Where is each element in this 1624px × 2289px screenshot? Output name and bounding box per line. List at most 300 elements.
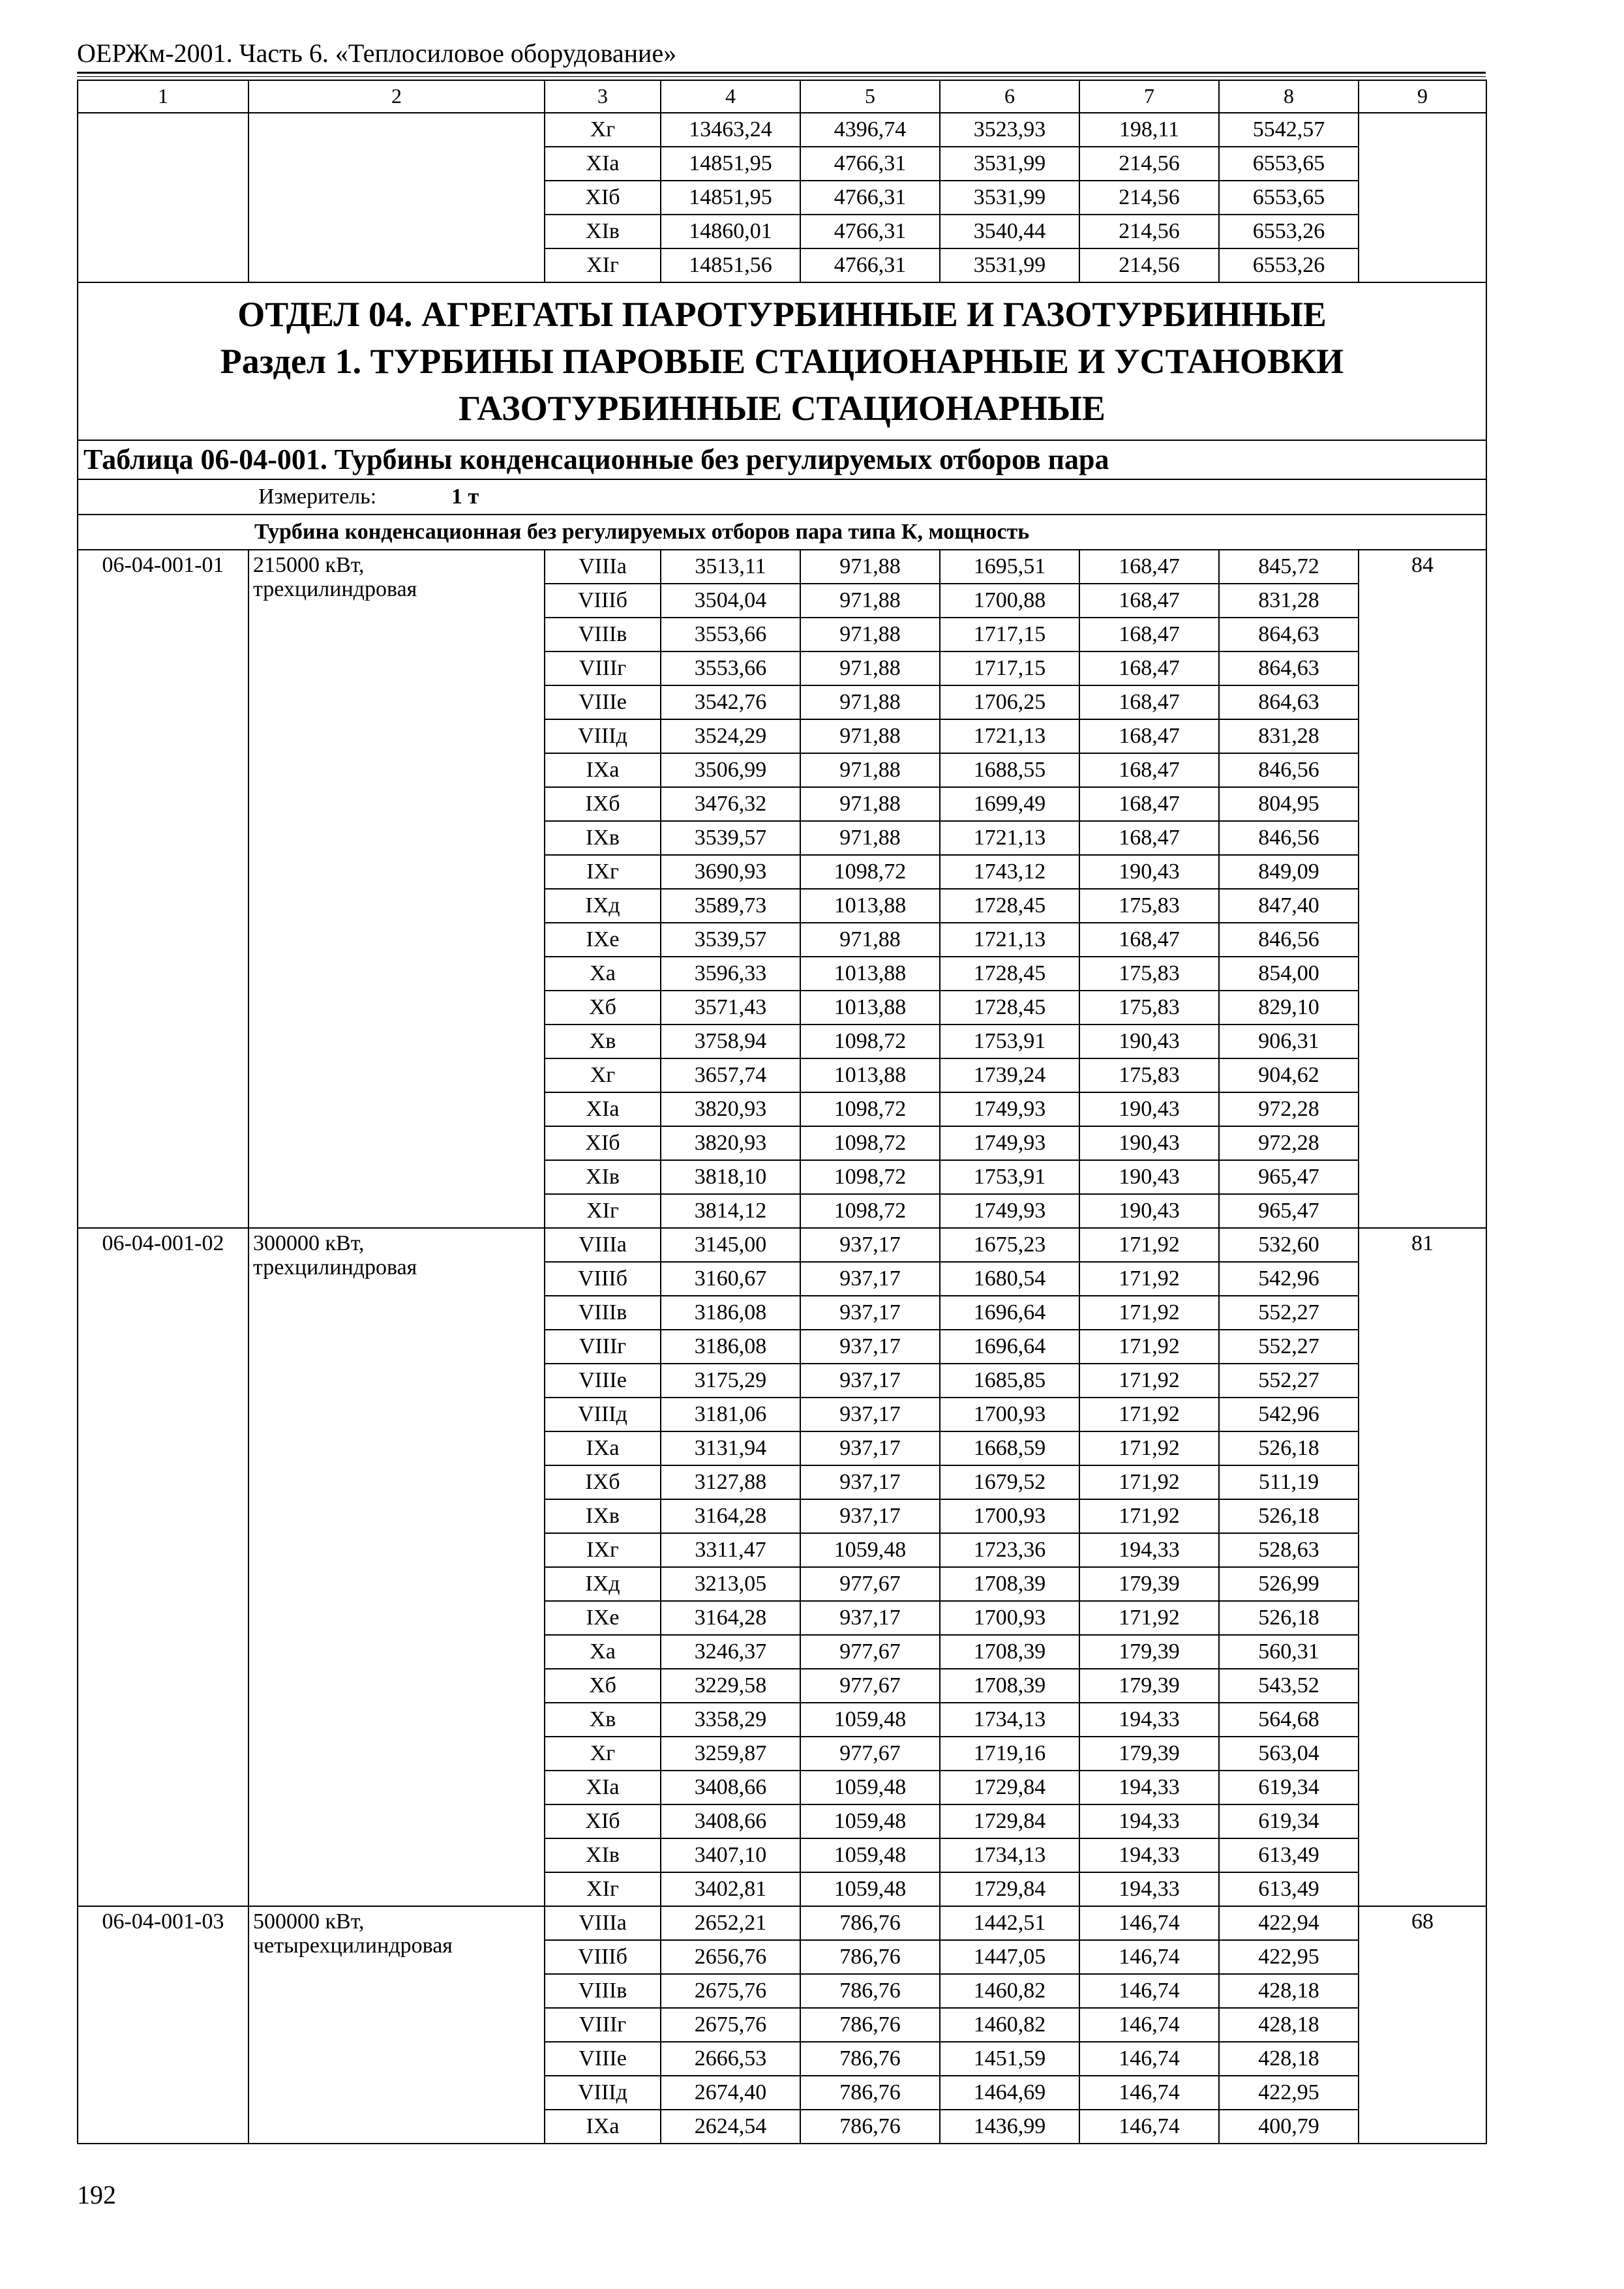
value-cell: 1059,48 xyxy=(800,1703,940,1737)
value-cell: 846,56 xyxy=(1219,923,1359,957)
value-cell: 190,43 xyxy=(1079,855,1219,889)
value-cell: 3523,93 xyxy=(940,113,1079,147)
value-cell: 965,47 xyxy=(1219,1194,1359,1228)
value-cell: 1059,48 xyxy=(800,1533,940,1567)
value-cell: 971,88 xyxy=(800,821,940,855)
value-cell: 864,63 xyxy=(1219,685,1359,719)
value-cell: 428,18 xyxy=(1219,2042,1359,2076)
value-cell: 1729,84 xyxy=(940,1872,1079,1906)
value-cell: 1749,93 xyxy=(940,1092,1079,1126)
value-cell: 526,99 xyxy=(1219,1567,1359,1601)
value-cell: 849,09 xyxy=(1219,855,1359,889)
column-number: 1 xyxy=(78,80,248,113)
value-cell: 1059,48 xyxy=(800,1838,940,1872)
value-cell: 171,92 xyxy=(1079,1364,1219,1398)
rate-description xyxy=(248,550,545,1228)
value-cell: 428,18 xyxy=(1219,1974,1359,2008)
value-cell: 3524,29 xyxy=(661,719,800,753)
column-number: 6 xyxy=(940,80,1079,113)
value-cell: 1721,13 xyxy=(940,821,1079,855)
value-cell: 3540,44 xyxy=(940,215,1079,248)
value-cell: 1708,39 xyxy=(940,1669,1079,1703)
value-cell: 175,83 xyxy=(1079,1058,1219,1092)
measure-row xyxy=(78,479,1486,515)
empty-desc-cell xyxy=(248,113,545,282)
value-cell: 3311,47 xyxy=(661,1533,800,1567)
value-cell: 146,74 xyxy=(1079,2110,1219,2144)
value-cell: 214,56 xyxy=(1079,147,1219,181)
value-cell: 168,47 xyxy=(1079,685,1219,719)
subtitle-row xyxy=(78,515,1486,550)
table-subtitle: Турбина конденсационная без регулируемых отборов пара типа К, мощность xyxy=(78,515,1486,550)
value-cell: 552,27 xyxy=(1219,1296,1359,1330)
value-cell: VIIIг xyxy=(545,2008,661,2042)
value-cell: 937,17 xyxy=(800,1499,940,1533)
value-cell: 168,47 xyxy=(1079,584,1219,618)
value-cell: 171,92 xyxy=(1079,1499,1219,1533)
value-cell: 971,88 xyxy=(800,719,940,753)
value-cell: 613,49 xyxy=(1219,1872,1359,1906)
value-cell: 3186,08 xyxy=(661,1296,800,1330)
value-cell: VIIIв xyxy=(545,1296,661,1330)
column-number: 4 xyxy=(661,80,800,113)
value-cell: 6553,65 xyxy=(1219,181,1359,215)
value-cell: 937,17 xyxy=(800,1364,940,1398)
value-cell: 937,17 xyxy=(800,1398,940,1431)
column-number: 7 xyxy=(1079,80,1219,113)
value-cell: 5542,57 xyxy=(1219,113,1359,147)
value-cell: 971,88 xyxy=(800,618,940,651)
value-cell: 854,00 xyxy=(1219,957,1359,991)
value-cell: 1679,52 xyxy=(940,1465,1079,1499)
value-cell: 171,92 xyxy=(1079,1465,1219,1499)
value-cell: 1700,93 xyxy=(940,1601,1079,1635)
value-cell: 864,63 xyxy=(1219,651,1359,685)
value-cell: 1723,36 xyxy=(940,1533,1079,1567)
rate-code: 06-04-001-01 xyxy=(78,550,248,1228)
value-cell: 3407,10 xyxy=(661,1838,800,1872)
value-cell: 977,67 xyxy=(800,1737,940,1771)
value-cell: 190,43 xyxy=(1079,1025,1219,1058)
value-cell: IXб xyxy=(545,1465,661,1499)
value-cell: 552,27 xyxy=(1219,1330,1359,1364)
column-number-row xyxy=(78,80,1486,113)
value-cell: 786,76 xyxy=(800,1974,940,2008)
value-cell: 786,76 xyxy=(800,1940,940,1974)
value-cell: 1447,05 xyxy=(940,1940,1079,1974)
value-cell: 1059,48 xyxy=(800,1804,940,1838)
rate-code: 06-04-001-03 xyxy=(78,1906,248,2144)
value-cell: 977,67 xyxy=(800,1635,940,1669)
value-cell: 171,92 xyxy=(1079,1228,1219,1262)
value-cell: 146,74 xyxy=(1079,1906,1219,1940)
value-cell: 1749,93 xyxy=(940,1194,1079,1228)
value-cell: 171,92 xyxy=(1079,1262,1219,1296)
value-cell: XIв xyxy=(545,1838,661,1872)
value-cell: IXа xyxy=(545,2110,661,2144)
value-cell: 1098,72 xyxy=(800,1194,940,1228)
value-cell: 3476,32 xyxy=(661,787,800,821)
value-cell: 3213,05 xyxy=(661,1567,800,1601)
value-cell: VIIIа xyxy=(545,1228,661,1262)
table-title-row xyxy=(78,440,1486,479)
value-cell: 190,43 xyxy=(1079,1126,1219,1160)
value-cell: IXв xyxy=(545,821,661,855)
value-cell: 1719,16 xyxy=(940,1737,1079,1771)
value-cell: 1749,93 xyxy=(940,1126,1079,1160)
value-cell: 1460,82 xyxy=(940,2008,1079,2042)
value-cell: 171,92 xyxy=(1079,1296,1219,1330)
value-cell: 1059,48 xyxy=(800,1771,940,1804)
value-cell: 146,74 xyxy=(1079,1940,1219,1974)
rate-code: 06-04-001-02 xyxy=(78,1228,248,1906)
value-cell: 3596,33 xyxy=(661,957,800,991)
value-cell: 3758,94 xyxy=(661,1025,800,1058)
value-cell: 3531,99 xyxy=(940,147,1079,181)
value-cell: XIг xyxy=(545,1194,661,1228)
value-cell: 168,47 xyxy=(1079,753,1219,787)
table-row xyxy=(78,1906,1486,1940)
value-cell: 1721,13 xyxy=(940,923,1079,957)
value-cell: 1729,84 xyxy=(940,1771,1079,1804)
rate-description-line: 215000 кВт, xyxy=(253,553,365,577)
value-cell: IXв xyxy=(545,1499,661,1533)
header-rule-thin xyxy=(77,76,1486,77)
value-cell: VIIIв xyxy=(545,1974,661,2008)
value-cell: VIIIб xyxy=(545,1940,661,1974)
value-cell: 3160,67 xyxy=(661,1262,800,1296)
value-cell: 175,83 xyxy=(1079,991,1219,1025)
value-cell: 804,95 xyxy=(1219,787,1359,821)
value-cell: 831,28 xyxy=(1219,584,1359,618)
value-cell: 3542,76 xyxy=(661,685,800,719)
header-rule xyxy=(77,72,1486,74)
value-cell: IXг xyxy=(545,1533,661,1567)
value-cell: 786,76 xyxy=(800,2042,940,2076)
value-cell: 1464,69 xyxy=(940,2076,1079,2110)
value-cell: 194,33 xyxy=(1079,1804,1219,1838)
value-cell: 3246,37 xyxy=(661,1635,800,1669)
value-cell: Xа xyxy=(545,957,661,991)
value-cell: 965,47 xyxy=(1219,1160,1359,1194)
value-cell: 3553,66 xyxy=(661,651,800,685)
rate-description-line: трехцилиндровая xyxy=(253,577,417,602)
value-cell: 171,92 xyxy=(1079,1398,1219,1431)
value-cell: 1680,54 xyxy=(940,1262,1079,1296)
value-cell: 1753,91 xyxy=(940,1160,1079,1194)
value-cell: 13463,24 xyxy=(661,113,800,147)
value-cell: 542,96 xyxy=(1219,1398,1359,1431)
value-cell: 168,47 xyxy=(1079,651,1219,685)
value-cell: 2674,40 xyxy=(661,2076,800,2110)
value-cell: 14851,56 xyxy=(661,248,800,282)
value-cell: 214,56 xyxy=(1079,215,1219,248)
department-heading-line1: ОТДЕЛ 04. АГРЕГАТЫ ПАРОТУРБИННЫЕ И ГАЗОТУРБИННЫЕ xyxy=(237,295,1327,334)
wage-value: 84 xyxy=(1359,550,1486,1228)
value-cell: 2652,21 xyxy=(661,1906,800,1940)
value-cell: Xг xyxy=(545,113,661,147)
value-cell: 937,17 xyxy=(800,1431,940,1465)
value-cell: XIа xyxy=(545,147,661,181)
value-cell: 3164,28 xyxy=(661,1499,800,1533)
value-cell: 1734,13 xyxy=(940,1703,1079,1737)
value-cell: 3553,66 xyxy=(661,618,800,651)
value-cell: 1098,72 xyxy=(800,855,940,889)
value-cell: VIIIе xyxy=(545,1364,661,1398)
value-cell: 214,56 xyxy=(1079,248,1219,282)
value-cell: 6553,65 xyxy=(1219,147,1359,181)
value-cell: 3539,57 xyxy=(661,821,800,855)
value-cell: 3358,29 xyxy=(661,1703,800,1737)
value-cell: 4766,31 xyxy=(800,147,940,181)
value-cell: 1695,51 xyxy=(940,550,1079,584)
value-cell: 904,62 xyxy=(1219,1058,1359,1092)
value-cell: 1098,72 xyxy=(800,1025,940,1058)
value-cell: 1700,93 xyxy=(940,1499,1079,1533)
value-cell: 2666,53 xyxy=(661,2042,800,2076)
value-cell: 1708,39 xyxy=(940,1567,1079,1601)
value-cell: 179,39 xyxy=(1079,1567,1219,1601)
value-cell: 6553,26 xyxy=(1219,215,1359,248)
value-cell: 3181,06 xyxy=(661,1398,800,1431)
value-cell: 1717,15 xyxy=(940,651,1079,685)
value-cell: 526,18 xyxy=(1219,1601,1359,1635)
value-cell: 972,28 xyxy=(1219,1126,1359,1160)
value-cell: 194,33 xyxy=(1079,1703,1219,1737)
value-cell: 1013,88 xyxy=(800,957,940,991)
value-cell: 1696,64 xyxy=(940,1330,1079,1364)
value-cell: 1728,45 xyxy=(940,957,1079,991)
value-cell: 422,95 xyxy=(1219,2076,1359,2110)
value-cell: Xв xyxy=(545,1703,661,1737)
value-cell: 1708,39 xyxy=(940,1635,1079,1669)
value-cell: 846,56 xyxy=(1219,753,1359,787)
value-cell: 175,83 xyxy=(1079,957,1219,991)
value-cell: 422,95 xyxy=(1219,1940,1359,1974)
value-cell: 619,34 xyxy=(1219,1771,1359,1804)
value-cell: 4396,74 xyxy=(800,113,940,147)
value-cell: 4766,31 xyxy=(800,248,940,282)
value-cell: IXа xyxy=(545,1431,661,1465)
empty-code-cell xyxy=(78,113,248,282)
value-cell: 3657,74 xyxy=(661,1058,800,1092)
value-cell: 937,17 xyxy=(800,1228,940,1262)
value-cell: 3818,10 xyxy=(661,1160,800,1194)
value-cell: 831,28 xyxy=(1219,719,1359,753)
value-cell: IXе xyxy=(545,1601,661,1635)
empty-wage-cell xyxy=(1359,113,1486,282)
value-cell: 1696,64 xyxy=(940,1296,1079,1330)
value-cell: 3145,00 xyxy=(661,1228,800,1262)
value-cell: XIа xyxy=(545,1092,661,1126)
value-cell: 847,40 xyxy=(1219,889,1359,923)
value-cell: 560,31 xyxy=(1219,1635,1359,1669)
value-cell: 845,72 xyxy=(1219,550,1359,584)
value-cell: 971,88 xyxy=(800,550,940,584)
value-cell: 1098,72 xyxy=(800,1092,940,1126)
value-cell: 971,88 xyxy=(800,923,940,957)
value-cell: 3539,57 xyxy=(661,923,800,957)
value-cell: 786,76 xyxy=(800,2008,940,2042)
value-cell: 971,88 xyxy=(800,651,940,685)
value-cell: IXг xyxy=(545,855,661,889)
value-cell: VIIIд xyxy=(545,2076,661,2110)
value-cell: 3408,66 xyxy=(661,1804,800,1838)
value-cell: 194,33 xyxy=(1079,1533,1219,1567)
value-cell: VIIIа xyxy=(545,550,661,584)
value-cell: 906,31 xyxy=(1219,1025,1359,1058)
value-cell: 864,63 xyxy=(1219,618,1359,651)
value-cell: 1098,72 xyxy=(800,1160,940,1194)
value-cell: 1699,49 xyxy=(940,787,1079,821)
value-cell: 179,39 xyxy=(1079,1669,1219,1703)
department-row xyxy=(78,282,1486,440)
value-cell: 3513,11 xyxy=(661,550,800,584)
value-cell: 786,76 xyxy=(800,1906,940,1940)
rate-description xyxy=(248,1228,545,1906)
value-cell: 146,74 xyxy=(1079,2042,1219,2076)
value-cell: 146,74 xyxy=(1079,2076,1219,2110)
value-cell: 846,56 xyxy=(1219,821,1359,855)
value-cell: 146,74 xyxy=(1079,1974,1219,2008)
value-cell: 1700,88 xyxy=(940,584,1079,618)
value-cell: 1059,48 xyxy=(800,1872,940,1906)
value-cell: IXд xyxy=(545,1567,661,1601)
value-cell: 171,92 xyxy=(1079,1330,1219,1364)
value-cell: 2675,76 xyxy=(661,2008,800,2042)
value-cell: 214,56 xyxy=(1079,181,1219,215)
page-number: 192 xyxy=(77,2180,116,2209)
value-cell: 3402,81 xyxy=(661,1872,800,1906)
table-row xyxy=(78,550,1486,584)
value-cell: 1451,59 xyxy=(940,2042,1079,2076)
value-cell: 1743,12 xyxy=(940,855,1079,889)
value-cell: 3164,28 xyxy=(661,1601,800,1635)
value-cell: 1685,85 xyxy=(940,1364,1079,1398)
value-cell: 428,18 xyxy=(1219,2008,1359,2042)
value-cell: IXе xyxy=(545,923,661,957)
value-cell: 542,96 xyxy=(1219,1262,1359,1296)
value-cell: 175,83 xyxy=(1079,889,1219,923)
value-cell: 937,17 xyxy=(800,1330,940,1364)
department-heading-line3: ГАЗОТУРБИННЫЕ СТАЦИОНАРНЫЕ xyxy=(459,389,1105,428)
value-cell: 3820,93 xyxy=(661,1126,800,1160)
column-number: 2 xyxy=(248,80,545,113)
rate-description-line: 500000 кВт, xyxy=(253,1909,365,1934)
value-cell: 971,88 xyxy=(800,584,940,618)
table-title: Таблица 06-04-001. Турбины конденсационные без регулируемых отборов пара xyxy=(78,440,1486,479)
value-cell: 526,18 xyxy=(1219,1431,1359,1465)
value-cell: XIб xyxy=(545,181,661,215)
value-cell: 3571,43 xyxy=(661,991,800,1025)
table-body xyxy=(78,80,1486,2144)
value-cell: XIв xyxy=(545,1160,661,1194)
value-cell: 2675,76 xyxy=(661,1974,800,2008)
value-cell: 1717,15 xyxy=(940,618,1079,651)
value-cell: 937,17 xyxy=(800,1296,940,1330)
value-cell: 168,47 xyxy=(1079,719,1219,753)
value-cell: 1728,45 xyxy=(940,889,1079,923)
value-cell: 2624,54 xyxy=(661,2110,800,2144)
column-number: 9 xyxy=(1359,80,1486,113)
table-row xyxy=(78,113,1486,147)
value-cell: VIIIг xyxy=(545,651,661,685)
value-cell: Xв xyxy=(545,1025,661,1058)
column-number: 3 xyxy=(545,80,661,113)
wage-value: 81 xyxy=(1359,1228,1486,1906)
value-cell: 613,49 xyxy=(1219,1838,1359,1872)
value-cell: 168,47 xyxy=(1079,550,1219,584)
value-cell: 14851,95 xyxy=(661,181,800,215)
value-cell: 3814,12 xyxy=(661,1194,800,1228)
wage-value: 68 xyxy=(1359,1906,1486,2144)
value-cell: 3504,04 xyxy=(661,584,800,618)
value-cell: 168,47 xyxy=(1079,821,1219,855)
value-cell: 3259,87 xyxy=(661,1737,800,1771)
value-cell: 3690,93 xyxy=(661,855,800,889)
value-cell: 190,43 xyxy=(1079,1092,1219,1126)
value-cell: 190,43 xyxy=(1079,1160,1219,1194)
rates-table xyxy=(77,80,1487,2144)
value-cell: 1729,84 xyxy=(940,1804,1079,1838)
value-cell: Xг xyxy=(545,1737,661,1771)
value-cell: 168,47 xyxy=(1079,923,1219,957)
value-cell: 194,33 xyxy=(1079,1838,1219,1872)
value-cell: 3408,66 xyxy=(661,1771,800,1804)
value-cell: XIв xyxy=(545,215,661,248)
value-cell: XIг xyxy=(545,248,661,282)
value-cell: 14851,95 xyxy=(661,147,800,181)
value-cell: 190,43 xyxy=(1079,1194,1219,1228)
value-cell: VIIIб xyxy=(545,584,661,618)
value-cell: Xа xyxy=(545,1635,661,1669)
value-cell: 552,27 xyxy=(1219,1364,1359,1398)
value-cell: 977,67 xyxy=(800,1567,940,1601)
value-cell: 563,04 xyxy=(1219,1737,1359,1771)
value-cell: 400,79 xyxy=(1219,2110,1359,2144)
value-cell: 937,17 xyxy=(800,1262,940,1296)
value-cell: 3175,29 xyxy=(661,1364,800,1398)
value-cell: 786,76 xyxy=(800,2110,940,2144)
value-cell: 1753,91 xyxy=(940,1025,1079,1058)
measure-value: 1 т xyxy=(451,485,479,509)
value-cell: 3506,99 xyxy=(661,753,800,787)
value-cell: Xг xyxy=(545,1058,661,1092)
value-cell: 1700,93 xyxy=(940,1398,1079,1431)
value-cell: VIIIе xyxy=(545,2042,661,2076)
value-cell: 937,17 xyxy=(800,1601,940,1635)
value-cell: XIа xyxy=(545,1771,661,1804)
table-row xyxy=(78,1228,1486,1262)
value-cell: 526,18 xyxy=(1219,1499,1359,1533)
value-cell: 1442,51 xyxy=(940,1906,1079,1940)
value-cell: 1721,13 xyxy=(940,719,1079,753)
value-cell: 1098,72 xyxy=(800,1126,940,1160)
value-cell: 3589,73 xyxy=(661,889,800,923)
value-cell: 194,33 xyxy=(1079,1872,1219,1906)
value-cell: 14860,01 xyxy=(661,215,800,248)
value-cell: 3531,99 xyxy=(940,181,1079,215)
value-cell: 1739,24 xyxy=(940,1058,1079,1092)
value-cell: 1013,88 xyxy=(800,991,940,1025)
value-cell: 4766,31 xyxy=(800,215,940,248)
value-cell: 168,47 xyxy=(1079,618,1219,651)
value-cell: 937,17 xyxy=(800,1465,940,1499)
column-number: 5 xyxy=(800,80,940,113)
measure-cell xyxy=(78,479,1486,515)
rate-description-line: 300000 кВт, xyxy=(253,1231,365,1255)
value-cell: VIIIг xyxy=(545,1330,661,1364)
